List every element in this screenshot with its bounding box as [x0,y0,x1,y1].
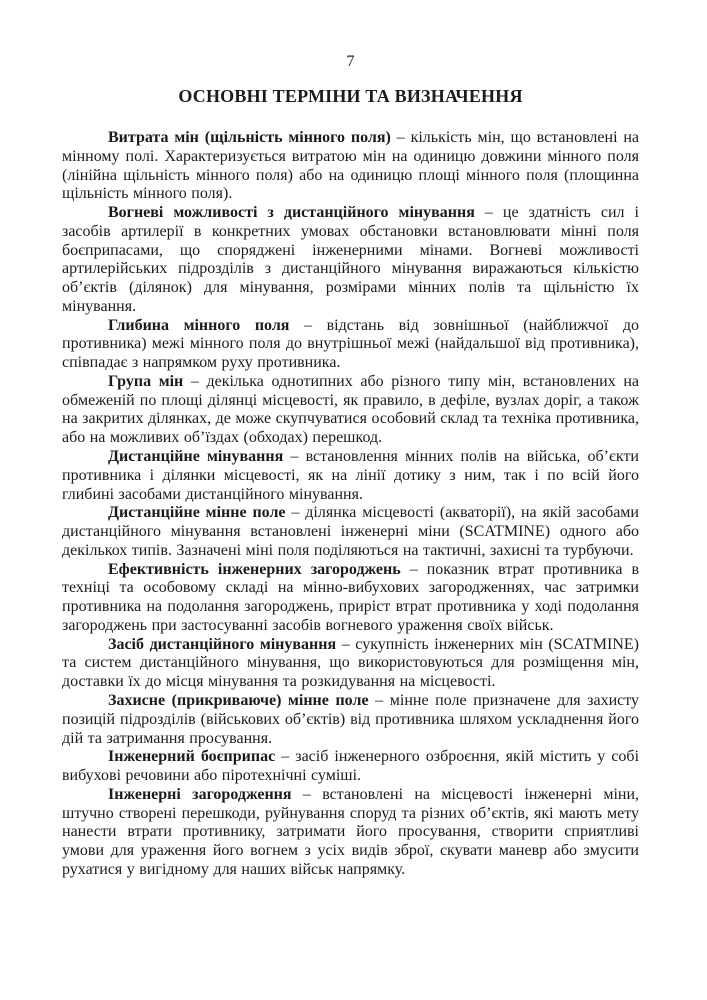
definition-paragraph [62,204,639,317]
definition-text: – відстань від зовнішньої (найближчої до противника) межі мінного поля до внутрішньої межі (найдальшої від противника), співпадає з напрямком руху противника. [62,316,639,372]
term-label: Засіб дистанційного мінування [108,635,337,653]
definition-paragraph [62,561,639,636]
definition-text: – ділянка місцевості (акваторії), на якій засобами дистанційного мінування встановлені інженерні міни (SCATMINE) одного або декількох типів. Зазначені міні поля поділяються на тактичні, захисні та турбуючи. [62,504,639,559]
definition-paragraph [62,373,639,448]
definition-paragraph [62,636,639,692]
definition-paragraph [62,748,639,786]
term-label: Дистанційне мінне поле [108,504,286,522]
term-label: Інженерний боєприпас [108,748,276,766]
definition-paragraph [62,448,639,504]
definition-paragraph [62,692,639,748]
term-label: Глибина мінного поля [108,316,290,334]
definition-text: – декілька однотипних або різного типу мін, встановлених на обмеженій по площі ділянці місцевості, як правило, в дефіле, вузлах доріг, а також на закритих ділянках, де може скупчуватися особовий склад та техніка противника, або на можливих об’їздах (обходах) перешкод. [62,372,639,447]
definition-text: – це здатність сил і засобів артилерії в конкретних умовах обстановки встановлювати мінні поля боєприпасами, що споряджені інженерними мінами. Вогневі можливості артилерійських підрозділів з дистанційного мінування виражаються кількістю об’єктів (ділянок) для мінування, розмірами мінних полів та щільністю їх мінування. [62,204,640,315]
definition-text: – кількість мін, що встановлені на мінному полі. Характеризується витратою мін на одиницю довжини мінного поля (лінійна щільність мінного поля) або на одиницю площі мінного поля (площинна щільність мінного поля). [62,129,640,203]
term-label: Інженерні загородження [108,785,292,803]
term-label: Ефективність інженерних загороджень [108,560,401,578]
definition-text: – сукупність інженерних мін (SCATMINE) та систем дистанційного мінування, що використовуються для розміщення мін, доставки їх до місця мінування та розкидування на місцевості. [62,635,640,691]
definition-text: – встановлені на місцевості інженерні міни, штучно створені перешкоди, руйнування споруд та різних об’єктів, які мають мету нанести втрати противнику, затримати його просування, створити сприятливі умови для ураження його вогнем з усіх видів зброї, скувати маневр або змусити рухатися у вигідному для наших військ напрямку. [62,785,640,878]
definition-paragraph [62,504,639,560]
term-label: Дистанційне мінування [108,448,284,466]
definition-paragraph [62,786,639,880]
page-number: 7 [346,53,355,70]
term-label: Захисне (прикриваюче) мінне поле [108,691,369,709]
definition-text: – мінне поле призначене для захисту позицій підрозділів (військових об’єктів) від противника шляхом ускладнення його дій та затримання просування. [62,691,640,747]
definition-paragraph [62,317,639,373]
definitions-list [62,129,639,880]
definition-text: – показник втрат противника в техніці та особовому складі на мінно-вибухових загородженнях, час затримки противника на подолання загороджень, приріст втрат противника у ході подолання загороджень при застосуванні засобів вогневого ураження своїх військ. [62,560,639,634]
definition-text: – встановлення мінних полів на війська, об’єкти противника і ділянки місцевості, як на лінії дотику з ним, так і по всій його глибині засобами дистанційного мінування. [62,448,639,503]
term-label: Витрата мін (щільність мінного поля) [108,129,391,146]
definition-paragraph [62,129,639,204]
term-label: Вогневі можливості з дистанційного мінування [108,204,475,222]
term-label: Група мін [108,372,184,390]
page-title: ОСНОВНІ ТЕРМІНИ ТА ВИЗНАЧЕННЯ [178,86,523,106]
definition-text: – засіб інженерного озброєння, якій містить у собі вибухові речовини або піротехнічні суміші. [62,748,640,785]
